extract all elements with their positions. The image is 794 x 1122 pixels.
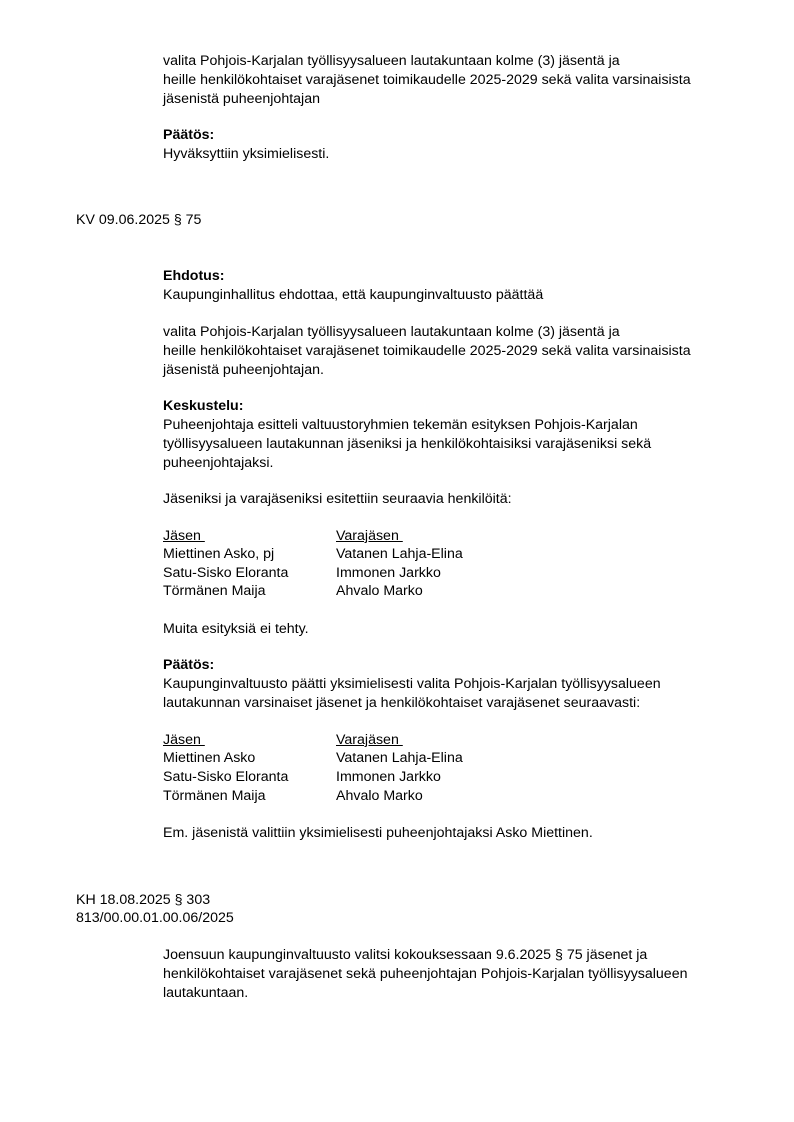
proposal-text: Kaupunginhallitus ehdottaa, että kaupunginvaltuusto päättää <box>163 287 544 303</box>
kh-body-line: henkilökohtaiset varajäsenet sekä puheenjohtajan Pohjois-Karjalan työllisyysalueen <box>163 966 688 982</box>
intro-line: jäsenistä puheenjohtajan <box>163 91 320 107</box>
table-cell-deputy: Ahvalo Marko <box>336 788 423 804</box>
table-cell-deputy: Immonen Jarkko <box>336 565 441 581</box>
table-header-member: Jäsen <box>163 528 205 544</box>
table-cell-deputy: Vatanen Lahja-Elina <box>336 546 463 562</box>
diary-number: 813/00.00.01.00.06/2025 <box>76 910 234 926</box>
discussion-line: työllisyysalueen lautakunnan jäseniksi ja henkilökohtaisiksi varajäseniksi sekä <box>163 436 652 452</box>
table-cell-member: Törmänen Maija <box>163 583 266 599</box>
proposal-line: valita Pohjois-Karjalan työllisyysalueen lautakuntaan kolme (3) jäsentä ja <box>163 324 620 340</box>
proposal-heading: Ehdotus: <box>163 268 225 284</box>
decision-heading: Päätös: <box>163 127 215 143</box>
decision-line: lautakunnan varsinaiset jäsenet ja henkilökohtaiset varajäsenet seuraavasti: <box>163 695 641 711</box>
table-cell-member: Miettinen Asko <box>163 750 256 766</box>
no-other-proposals: Muita esityksiä ei tehty. <box>163 621 309 637</box>
decision-heading: Päätös: <box>163 657 215 673</box>
intro-line: valita Pohjois-Karjalan työllisyysalueen lautakuntaan kolme (3) jäsentä ja <box>163 53 620 69</box>
intro-line: heille henkilökohtaiset varajäsenet toimikaudelle 2025-2029 sekä valita varsinaisista <box>163 72 691 88</box>
table-header-member: Jäsen <box>163 732 205 748</box>
table-header-deputy: Varajäsen <box>336 528 403 544</box>
table-cell-deputy: Vatanen Lahja-Elina <box>336 750 463 766</box>
kh-body-line: Joensuun kaupunginvaltuusto valitsi kokouksessaan 9.6.2025 § 75 jäsenet ja <box>163 947 648 963</box>
discussion-line: puheenjohtajaksi. <box>163 455 274 471</box>
chair-text: Em. jäsenistä valittiin yksimielisesti puheenjohtajaksi Asko Miettinen. <box>163 825 593 841</box>
table-cell-member: Satu-Sisko Eloranta <box>163 769 289 785</box>
proposal-line: jäsenistä puheenjohtajan. <box>163 362 324 378</box>
table-cell-member: Satu-Sisko Eloranta <box>163 565 289 581</box>
table-cell-deputy: Ahvalo Marko <box>336 583 423 599</box>
proposal-line: heille henkilökohtaiset varajäsenet toimikaudelle 2025-2029 sekä valita varsinaisista <box>163 343 691 359</box>
nominees-intro: Jäseniksi ja varajäseniksi esitettiin seuraavia henkilöitä: <box>163 491 512 507</box>
table-header-deputy: Varajäsen <box>336 732 403 748</box>
kv-reference: KV 09.06.2025 § 75 <box>76 212 202 228</box>
decision-text: Hyväksyttiin yksimielisesti. <box>163 146 330 162</box>
table-cell-member: Törmänen Maija <box>163 788 266 804</box>
decision-line: Kaupunginvaltuusto päätti yksimielisesti valita Pohjois-Karjalan työllisyysalueen <box>163 676 661 692</box>
discussion-heading: Keskustelu: <box>163 398 244 414</box>
kh-reference: KH 18.08.2025 § 303 <box>76 892 211 908</box>
discussion-line: Puheenjohtaja esitteli valtuustoryhmien tekemän esityksen Pohjois-Karjalan <box>163 417 638 433</box>
kh-body-line: lautakuntaan. <box>163 985 249 1001</box>
table-cell-member: Miettinen Asko, pj <box>163 546 275 562</box>
table-cell-deputy: Immonen Jarkko <box>336 769 441 785</box>
